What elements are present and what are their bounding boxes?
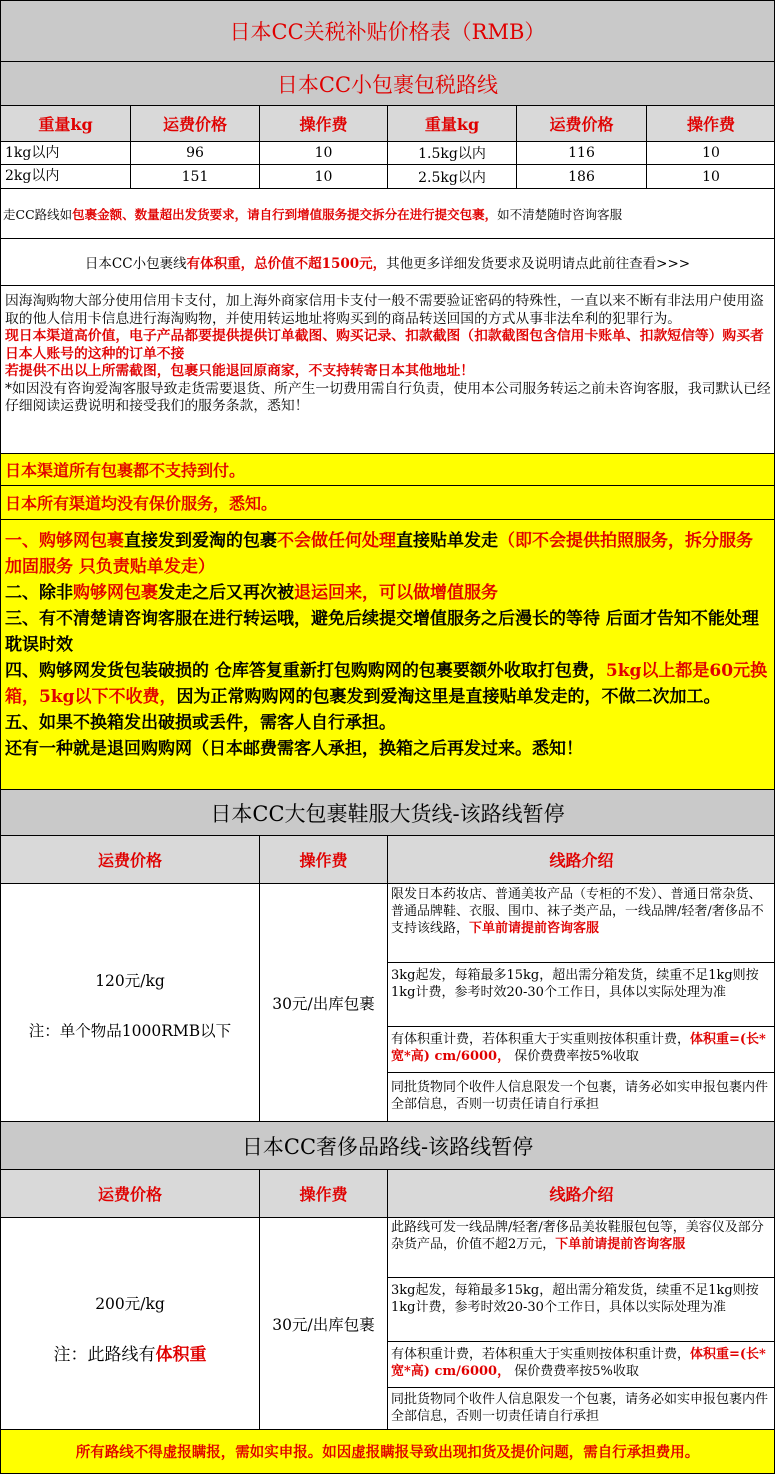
big-title-text: 日本CC大包裹鞋服大货线-该路线暂停 xyxy=(210,801,565,826)
details-link[interactable]: 其他更多详细发货要求及说明请点此前往查看>>> xyxy=(386,256,691,272)
header-price: 运费价格 xyxy=(1,836,260,883)
no-insurance-notice xyxy=(0,486,775,520)
cell: 10 xyxy=(702,168,720,185)
footer-text: 所有路线不得虚报瞒报，需如实申报。如因虚报瞒报导致出现扣货及提价问题，需自行承担费用。 xyxy=(75,1444,700,1461)
big-price-cell xyxy=(1,884,260,1121)
rule-5: 五、如果不换箱发出破损或丢件，需客人自行承担。 xyxy=(5,713,396,733)
rule-part: 购够网包裹 xyxy=(39,531,124,551)
cell: 151 xyxy=(131,165,260,188)
rule-3: 三、有不清楚请咨询客服在进行转运哦，避免后续提交增值服务之后漫长的等待 后面才告知不能处理 耽误时效 xyxy=(5,609,759,655)
rule-part: 不会做任何处理 xyxy=(277,531,396,551)
notice-warning: 现日本渠道高价值，电子产品都要提供提供订单截图、购买记录、扣款截图（扣款截图包含信用卡账单、扣款短信等）购买者日本人账号的这种的订单不接 xyxy=(5,328,764,362)
header-price: 运费价格 xyxy=(131,106,260,141)
route-detail-3 xyxy=(388,1342,775,1388)
small-note-1 xyxy=(0,189,775,239)
note-highlight: 包裹金额、数量超出发货要求，请自行到增值服务提交拆分在进行提交包裹， xyxy=(72,206,498,222)
rule-part: 购够网包裹 xyxy=(73,583,158,603)
note-text: 走CC路线如 xyxy=(3,206,73,222)
rule-part: 二、除非 xyxy=(5,583,73,603)
rule-6: 还有一种就是退回购购网（日本邮费需客人承担，换箱之后再发过来。悉知！ xyxy=(5,739,583,759)
cell: 116 xyxy=(517,142,647,164)
table-row xyxy=(0,165,775,189)
sheet-title xyxy=(0,0,775,62)
notice-text: 日本渠道所有包裹都不支持到付。 xyxy=(5,461,246,480)
header-price: 运费价格 xyxy=(1,1170,260,1217)
detail-text: 此路线可发一线品牌/轻奢/奢侈品美妆鞋服包包等，美容仪及部分杂货产品，价值不超2万元， xyxy=(391,1220,764,1252)
header-fee: 操作费 xyxy=(260,1170,388,1217)
rule-4 xyxy=(5,658,770,710)
cell: 10 xyxy=(260,165,388,188)
detail-text: 保价费费率按5%收取 xyxy=(510,1049,639,1064)
notice-warning: 若提供不出以上所需截图，包裹只能退回原商家，不支持转寄日本其他地址！ xyxy=(5,363,475,379)
big-route-body xyxy=(0,884,775,1122)
rule-part: 因为正常购购网的包裹发到爱淘这里是直接贴单发走的，不做二次加工。 xyxy=(176,687,721,707)
detail-text: 保价费费率按5%收取 xyxy=(510,1364,639,1379)
header-price-2: 运费价格 xyxy=(517,106,647,141)
note-text: 注：此路线有 xyxy=(53,1345,156,1365)
notice-block xyxy=(0,286,775,454)
header-route: 线路介绍 xyxy=(549,1185,614,1204)
footer-notice xyxy=(0,1430,775,1474)
rule-part: 5kg以上都是60元换箱，5kg以下不收费， xyxy=(5,661,768,707)
rule-part: 退运回来，可以做增值服务 xyxy=(294,583,498,603)
detail-highlight: 下单前请提前咨询客服 xyxy=(555,1237,686,1252)
lux-price-cell xyxy=(1,1218,260,1429)
note-text: 日本CC小包裹线 xyxy=(84,256,187,272)
rule-part: 发走之后又再次被 xyxy=(158,583,294,603)
cell: 10 xyxy=(260,142,388,164)
header-fee-2: 操作费 xyxy=(686,115,735,134)
detail-highlight: 体积重=(长*宽*高) cm/6000， xyxy=(391,1347,766,1379)
route-detail-3 xyxy=(388,1027,775,1073)
header-fee: 操作费 xyxy=(260,106,388,141)
route-details xyxy=(388,1218,775,1429)
table-row xyxy=(0,142,775,165)
price-value: 120元/kg xyxy=(95,972,165,990)
big-header-row xyxy=(0,836,775,884)
cell: 96 xyxy=(131,142,260,164)
notice-text: 日本所有渠道均没有保价服务，悉知。 xyxy=(5,494,278,513)
cell: 186 xyxy=(517,165,647,188)
cell: 2kg以内 xyxy=(1,165,131,188)
big-route-title xyxy=(0,790,775,836)
rule-part: 直接发到爱淘的包裹 xyxy=(124,531,277,551)
lux-title-text: 日本CC奢侈品路线-该路线暂停 xyxy=(241,1134,534,1159)
note-highlight: 有体积重，总价值不超1500元， xyxy=(186,256,387,272)
rule-part: （即不会提供拍照服务，拆分服务 加固服务 只负责贴单发走） xyxy=(5,531,753,577)
note-highlight: 体积重 xyxy=(155,1345,207,1365)
notice-paragraph: *如因没有咨询爱淘客服导致走货需要退货、所产生一切费用需自行负责，使用本公司服务转运之前未咨询客服，我司默认已经仔细阅读运费说明和接受我们的服务条款，悉知！ xyxy=(5,380,771,414)
route-detail-2: 3kg起发，每箱最多15kg，超出需分箱发货，续重不足1kg则按1kg计费，参考时效20-30个工作日，具体以实际处理为准 xyxy=(388,1278,775,1342)
route-detail-1 xyxy=(388,884,775,963)
fee-cell: 30元/出库包裹 xyxy=(260,884,388,1121)
lux-route-body xyxy=(0,1218,775,1430)
small-header-row xyxy=(0,106,775,142)
header-weight: 重量kg xyxy=(1,106,131,141)
rule-1 xyxy=(5,528,770,580)
rule-part: 直接贴单发走 xyxy=(396,531,498,551)
lux-header-row xyxy=(0,1170,775,1218)
rule-num: 一、 xyxy=(5,531,39,551)
small-title-text: 日本CC小包裹包税路线 xyxy=(276,72,499,97)
cell: 2.5kg以内 xyxy=(388,165,517,188)
title-text: 日本CC关税补贴价格表（RMB） xyxy=(229,20,546,44)
fee-cell: 30元/出库包裹 xyxy=(260,1218,388,1429)
rule-2 xyxy=(5,580,770,606)
cell: 1kg以内 xyxy=(1,142,131,164)
price-note xyxy=(1,1340,259,1365)
note-text: 如不清楚随时咨询客服 xyxy=(497,206,623,222)
header-weight-2: 重量kg xyxy=(388,106,517,141)
route-detail-4: 同批货物同个收件人信息限发一个包裹，请务必如实申报包裹内件全部信息，否则一切责任请自行承担 xyxy=(391,1392,769,1424)
price-note: 注：单个物品1000RMB以下 xyxy=(28,1022,232,1040)
rules-block xyxy=(0,520,775,790)
lux-route-title xyxy=(0,1122,775,1170)
detail-text: 限发日本药妆店、普通美妆产品（专柜的不发）、普通日常杂货、普通品牌鞋、衣服、围巾、袜子类产品，一线品牌/轻奢/奢侈品不支持该线路， xyxy=(391,887,764,936)
detail-highlight: 下单前请提前咨询客服 xyxy=(469,921,600,936)
rule-part: 四、购够网发货包装破损的 仓库答复重新打包购购网的包裹要额外收取打包费， xyxy=(5,661,606,681)
route-details xyxy=(388,884,775,1121)
header-route: 线路介绍 xyxy=(549,851,614,870)
no-cod-notice xyxy=(0,454,775,486)
cell: 1.5kg以内 xyxy=(388,142,517,164)
detail-text: 有体积重计费，若体积重大于实重则按体积重计费， xyxy=(391,1347,691,1362)
detail-highlight: 体积重=(长*宽*高) cm/6000， xyxy=(391,1032,766,1064)
cell: 10 xyxy=(702,145,720,161)
notice-paragraph: 因海淘购物大部分使用信用卡支付，加上海外商家信用卡支付一般不需要验证密码的特殊性，一直以来不断有非法用户使用盗取的他人信用卡信息进行海淘购物，并使用转运地址将购买到的商品转送回国的方式从事非法牟利的犯罪行为。 xyxy=(5,293,764,327)
header-fee: 操作费 xyxy=(260,836,388,883)
price-value: 200元/kg xyxy=(95,1295,165,1313)
route-detail-4: 同批货物同个收件人信息限发一个包裹，请务必如实申报包裹内件全部信息，否则一切责任请自行承担 xyxy=(391,1080,769,1112)
small-note-2[interactable] xyxy=(0,239,775,286)
detail-text: 有体积重计费，若体积重大于实重则按体积重计费， xyxy=(391,1032,691,1047)
route-detail-2: 3kg起发，每箱最多15kg，超出需分箱发货，续重不足1kg则按1kg计费，参考时效20-30个工作日，具体以实际处理为准 xyxy=(388,963,775,1027)
route-detail-1 xyxy=(388,1218,775,1278)
small-route-title xyxy=(0,62,775,106)
